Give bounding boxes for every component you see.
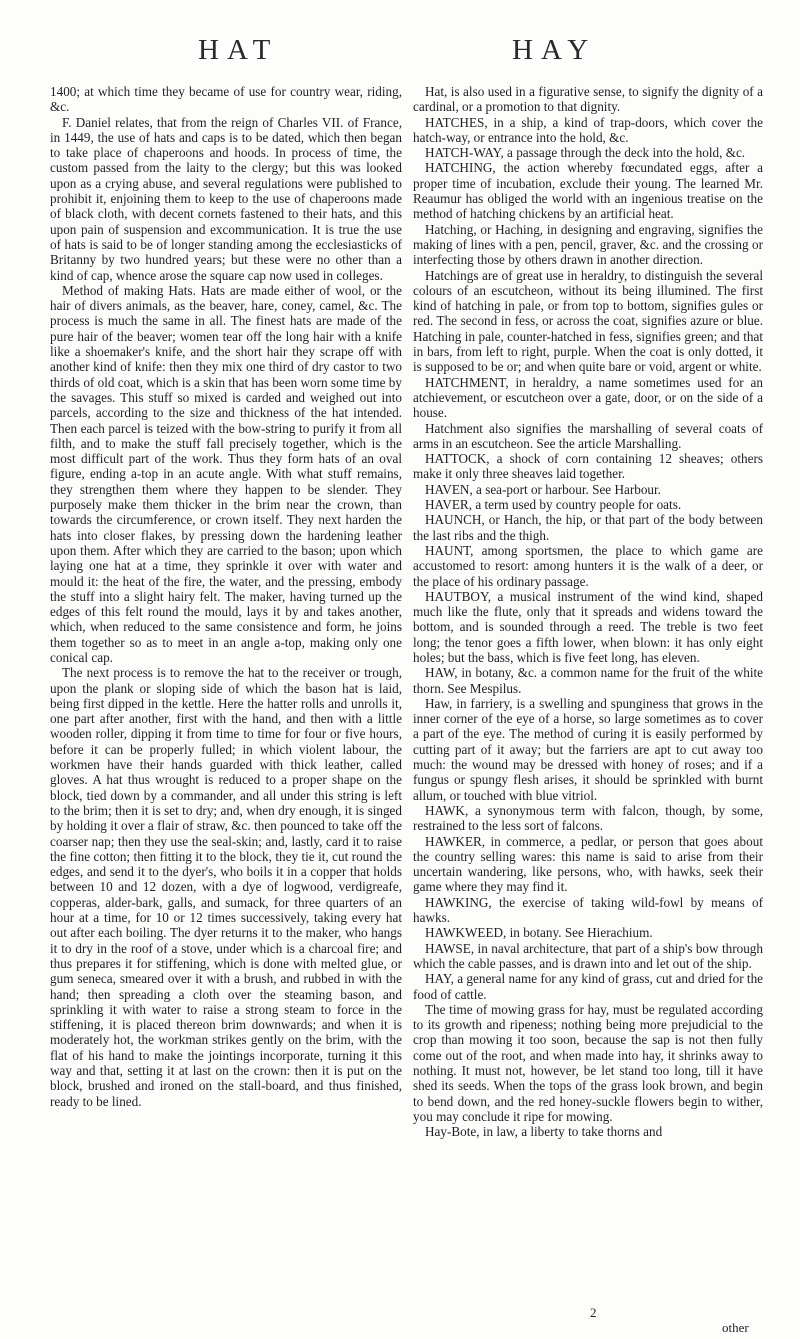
- entry: HATCH-WAY, a passage through the deck into the hold, &c.: [425, 145, 746, 161]
- entry: HAWSE, in naval architecture, that part of a ship's bow through which the cable passes, and is drawn into and let out of the ship.: [413, 940, 763, 971]
- entry: Hatchings are of great use in heraldry, to distinguish the several colours of an escutcheon, without its being illumined. The first kind of hatching in pale, or from top to bottom, signifies gules or red. The second in fess, or across the coat, signifies azure or blue. Hatching in pale, counter-hatched in fess, signifies green; and that in bars, from left to right, purple. When the coat is only dotted, it is supposed to be or; and when quite bare or void, argent or white.: [413, 267, 763, 375]
- entry: HAUNCH, or Hanch, the hip, or that part of the body between the last ribs and the thigh.: [413, 512, 763, 543]
- entry: HATCHING, the action whereby fœcundated eggs, after a proper time of incubation, exclude their young. The learned Mr. Reaumur has obliged the world with an ingenious treatise on the method of hatching chickens by an artificial heat.: [413, 160, 763, 222]
- entry: HAWKER, in commerce, a pedlar, or person that goes about the country selling wares: this name is said to arise from their uncertain wandering, like persons, who, with hawks, seek their game where they may find it.: [413, 833, 763, 895]
- running-head-left: HAT: [198, 34, 279, 66]
- paragraph: The next process is to remove the hat to the receiver or trough, upon the plank or sloping side of which the bason hat is laid, being first dipped in the kettle. Here the hatter rolls and unrolls it, one part after another, first with the hand, and then with a little wooden roller, dipping it from time to time for four or five hours, before it can be properly fulled; in which violent labour, the workmen have their hands guarded with thick leather, called gloves. A hat thus wrought is reduced to a proper shape on the block, tied down by a commander, and all under this string is left to the brim; then it is set to dry; and, when dry enough, it is singed by holding it over a flair of straw, &c. then pounced to take off the coarser nap; then they use the seal-skin; and, lastly, card it to raise the fine cotton; then fitting it to the block, they tie it, cut round the edges, and send it to the dyer's, who boils it in a copper that holds between 10 and 12 dozen, with a dye of logwood, verdigreafe, copperas, alder-bark, galls, and sumack, for three quarters of an hour at a time, for 10 or 12 times successively, taking every hat out after each boiling. The dyer returns it to the maker, who hangs it to dry in the roof of a stove, under which is a charcoal fire; and thus prepares it for stiffening, which is done with melted glue, or gum seneca, smeared over it with a brush, and rubbed in with the hand; then spreading a cloth over the steaming bason, and sprinkling it with water to raise a strong steam to force in the stiffening, it is placed thereon brim downwards; and when it is moderately hot, the workman strikes gently on the brim, with the flat of his hand to make the jointings incorporate, turning it this way and that, setting it at last on the crown: then it is put on the block, brushed and ironed on the stall-board, and thus finished, ready to be lined.: [50, 665, 402, 1109]
- left-column: [50, 84, 402, 1109]
- entry: Hatchment also signifies the marshalling of several coats of arms in an escutcheon. See the article Marshalling.: [413, 420, 763, 451]
- entry: HAVER, a term used by country people for oats.: [425, 497, 682, 513]
- entry: HAWK, a synonymous term with falcon, though, by some, restrained to the less sort of falcons.: [413, 802, 763, 834]
- paragraph: 1400; at which time they became of use for country wear, riding, &c.: [50, 84, 402, 115]
- paragraph: Method of making Hats. Hats are made either of wool, or the hair of divers animals, as the beaver, hare, coney, camel, &c. The process is much the same in all. The finest hats are made of the pure hair of the beaver; women tear off the long hair with a knife like a shoemaker's knife, and the short hair they scrape off with another kind of knife: then they mix one third of dry castor to two thirds of old coat, which is a skin that has been worn some time by the savages. This stuff so mixed is carded and weighed out into parcels, according to the size and thickness of the hat intended. Then each parcel is teized with the bow-string to purify it from all filth, and to make the stuff fall precisely together, which is the most difficult part of the work. Thus they form hats of an oval figure, ending a-top in an acute angle. With what stuff remains, they strengthen them where they happen to be slender. They purposely make them thicker in the brim near the crown, than towards the circumference, or crown itself. They next harden the hats into closer flakes, by pressing down the hardening leather upon them. After which they are carried to the bason; upon which laying one hat at a time, they sprinkle it over with water and mould it: the heat of the fire, the water, and the pressing, embody the stuff into a slight hairy felt. The maker, having turned up the edges of this felt round the mould, lays it by and takes another, which, when reduced to the same consistence and form, he joins them together so as to meet in an angle a-top, making only one conical cap.: [50, 282, 402, 665]
- entry: HAWKING, the exercise of taking wild-fowl by means of hawks.: [413, 894, 763, 926]
- running-head-right: HAY: [512, 34, 597, 66]
- entry: HATCHES, in a ship, a kind of trap-doors, which cover the hatch-way, or entrance into the hold, &c.: [413, 114, 763, 145]
- entry: Hatching, or Haching, in designing and engraving, signifies the making of lines with a pen, pencil, graver, &c. and the crossing or interfecting those by others drawn in another direction.: [413, 221, 763, 268]
- entry: HAWKWEED, in botany. See Hierachium.: [425, 925, 653, 941]
- entry: HAUNT, among sportsmen, the place to which game are accustomed to resort: among hunters it is the walk of a deer, or the place of his ordinary passage.: [413, 542, 763, 589]
- entry: HATTOCK, a shock of corn containing 12 sheaves; others make it only three sheaves laid together.: [413, 451, 763, 482]
- entry: HAVEN, a sea-port or harbour. See Harbour.: [425, 481, 661, 497]
- entry: Hat, is also used in a figurative sense, to signify the dignity of a cardinal, or a promotion to that dignity.: [413, 84, 763, 115]
- entry: Haw, in farriery, is a swelling and spunginess that grows in the inner corner of the eye of a horse, so large sometimes as to cover a part of the eye. The method of curing it is easily performed by cutting part of it away; but the farriers are apt to cut away too much: the wound may be dressed with honey of roses; and if a fungus or spungy flesh arises, it should be sprinkled with burnt allum, or touched with blue vitriol.: [413, 695, 763, 803]
- entry: The time of mowing grass for hay, must be regulated according to its growth and ripeness; nothing being more prejudicial to the crop than mowing it too soon, because the sap is not then fully come out of the root, and when made into hay, it shrinks away to nothing. It must not, however, be let stand too long, till it have shed its seeds. When the tops of the grass look brown, and begin to bend down, and the red honey-suckle flowers begin to wither, you may conclude it ripe for mowing.: [413, 1001, 763, 1124]
- entry: Hay-Bote, in law, a liberty to take thorns and: [425, 1124, 663, 1140]
- entry: HAW, in botany, &c. a common name for the fruit of the white thorn. See Mespilus.: [413, 665, 763, 696]
- signature-mark: 2: [590, 1305, 597, 1320]
- paragraph: F. Daniel relates, that from the reign of Charles VII. of France, in 1449, the use of hats and caps is to be dated, which then began to take place of chaperoons and hoods. In process of time, the custom passed from the laity to the clergy; but this was looked upon as a crying abuse, and several regulations were published to prohibit it, enjoining them to keep to the use of chaperoons made of black cloth, with decent cornets fastened to their hats, and this upon pain of suspension and excommunication. It is true the use of hats is said to be of longer standing among the ecclesiasticks of Britanny by two hundred years; but these were no other than a kind of cap, whence arose the square cap now used in colleges.: [50, 114, 402, 283]
- entry: HATCHMENT, in heraldry, a name sometimes used for an atchievement, or escutcheon over a gate, door, or on the side of a house.: [413, 374, 763, 421]
- catchword: other: [722, 1320, 749, 1335]
- right-column: [413, 84, 763, 1139]
- entry: HAUTBOY, a musical instrument of the wind kind, shaped much like the flute, only that it spreads and widens toward the bottom, and is sounded through a reed. The treble is two feet long; the tenor goes a fifth lower, when blown: it has only eight holes; but the bass, which is five feet long, has eleven.: [413, 588, 763, 665]
- entry: HAY, a general name for any kind of grass, cut and dried for the food of cattle.: [413, 971, 764, 1002]
